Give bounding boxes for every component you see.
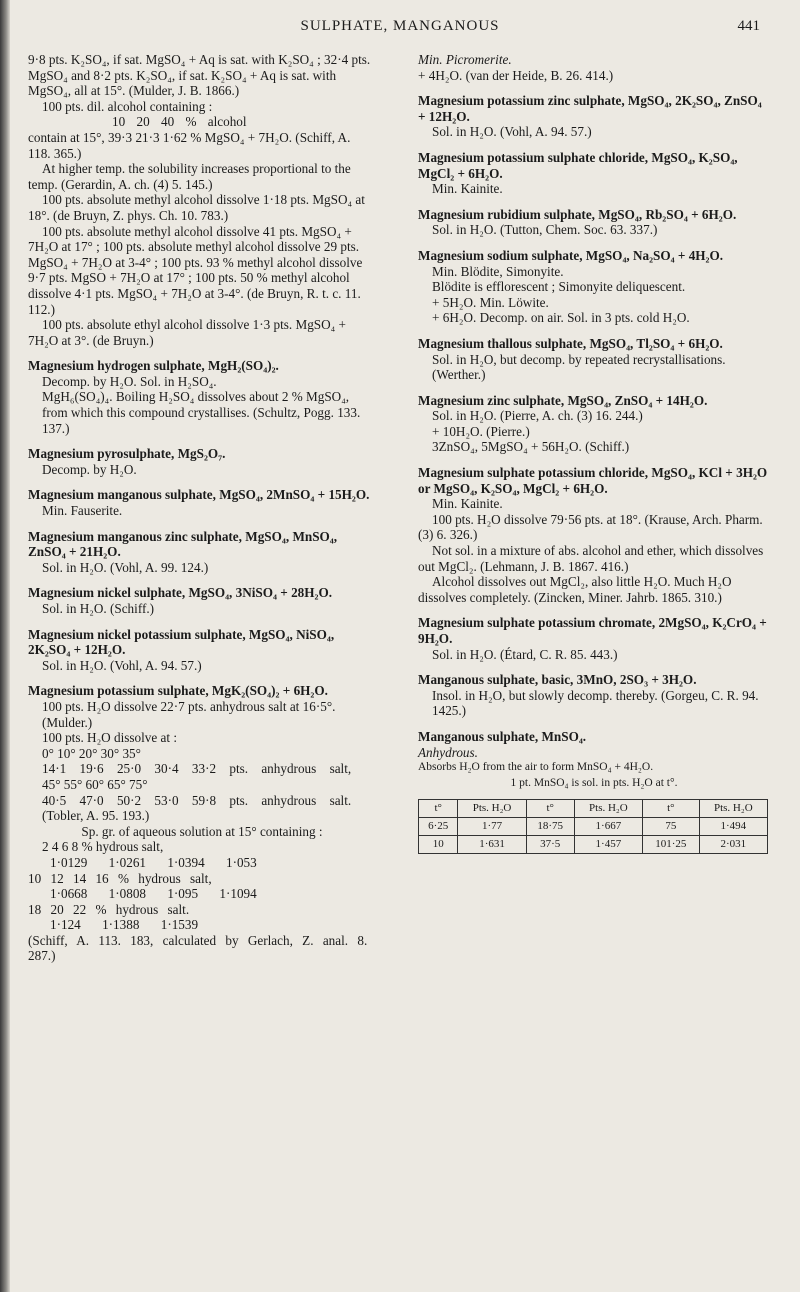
data-row: 14·1 19·6 25·0 30·4 33·2 pts. anhydrous salt,	[42, 761, 352, 777]
table-cell: 1·77	[458, 818, 526, 836]
right-column	[418, 52, 770, 854]
paragraph: Not sol. in a mixture of abs. alcohol and ether, which dissolves out MgCl₂. (Lehmann, J. B. 1867. 416.)	[418, 543, 764, 574]
paragraph: 9·8 pts. K₂SO₄, if sat. MgSO₄ + Aq is sat. with K₂SO₄ ; 32·4 pts. MgSO₄ and 8·2 pts. K₂SO₄, if sat. K₂SO₄ + Aq is sat. with MgSO₄, all at 15°. (Mulder, J. B. 1866.)	[28, 52, 371, 99]
entry-heading: Magnesium hydrogen sulphate, MgH₂(SO₄)₂.	[28, 358, 279, 374]
entry-heading: Manganous sulphate, MnSO₄.	[418, 728, 587, 744]
table-header: Pts. H₂O	[458, 800, 526, 818]
entry-heading: Magnesium potassium sulphate chloride, MgSO₄, K₂SO₄, MgCl₂ + 6H₂O.	[418, 149, 738, 181]
data-row: 1·124 1·1388 1·1539	[50, 917, 199, 933]
table-header: t°	[526, 800, 574, 818]
table-cell: 1·494	[699, 818, 767, 836]
entry-heading: Magnesium sodium sulphate, MgSO₄, Na₂SO₄ + 4H₂O.	[418, 247, 724, 263]
paragraph: Min. Picromerite.	[418, 52, 512, 67]
paragraph: Blödite is efflorescent ; Simonyite deliquescent.	[432, 279, 686, 295]
table-cell: 18·75	[526, 818, 574, 836]
paragraph: Sol. in H₂O. (Tutton, Chem. Soc. 63. 337.)	[432, 222, 658, 238]
table-cell: 2·031	[699, 836, 767, 854]
entry-heading: Manganous sulphate, basic, 3MnO, 2SO₃ + 3H₂O.	[418, 672, 697, 688]
paragraph: Min. Blödite, Simonyite.	[432, 263, 564, 279]
paragraph: 100 pts. absolute ethyl alcohol dissolve 1·3 pts. MgSO₄ + 7H₂O at 3°. (de Bruyn.)	[28, 317, 346, 348]
paragraph: 1 pt. MnSO₄ is sol. in pts. H₂O at t°.	[510, 776, 678, 789]
table-cell: 1·457	[574, 836, 642, 854]
left-column	[28, 52, 376, 964]
paragraph: Sol. in H₂O. (Schiff.)	[42, 601, 155, 616]
table-cell: 75	[643, 818, 700, 836]
paragraph: Sol. in H₂O. (Vohl, A. 99. 124.)	[42, 559, 209, 575]
data-row: 40·5 47·0 50·2 53·0 59·8 pts. anhydrous salt.	[42, 792, 352, 808]
paragraph: 100 pts. dil. alcohol containing :	[42, 98, 213, 114]
table-cell: 101·25	[643, 836, 700, 854]
table-cell: 1·631	[458, 836, 526, 854]
table-header: Pts. H₂O	[699, 800, 767, 818]
paragraph: Absorbs H₂O from the air to form MnSO₄ + 4H₂O.	[418, 761, 654, 774]
data-row: (Tobler, A. 95. 193.)	[42, 808, 150, 824]
paragraph: + 5H₂O. Min. Löwite.	[432, 294, 549, 310]
data-row: 1·0129 1·0261 1·0394 1·053	[50, 854, 257, 870]
paragraph: + 10H₂O. (Pierre.)	[432, 423, 530, 439]
paragraph: Min. Kainite.	[432, 496, 503, 512]
paragraph: Sol. in H₂O. (Pierre, A. ch. (3) 16. 244.)	[432, 408, 643, 424]
paragraph: Sol. in H₂O. (Vohl, A. 94. 57.)	[42, 657, 202, 673]
table-header: t°	[643, 800, 700, 818]
paragraph: 2 4 6 8 % hydrous salt,	[42, 839, 164, 855]
entry-heading: Magnesium nickel potassium sulphate, MgSO₄, NiSO₄, 2K₂SO₄ + 12H₂O.	[28, 626, 335, 658]
paragraph: 100 pts. H₂O dissolve 22·7 pts. anhydrous salt at 16·5°. (Mulder.)	[42, 698, 336, 730]
entry-heading: Magnesium zinc sulphate, MgSO₄, ZnSO₄ + 14H₂O.	[418, 392, 708, 408]
table-cell: 1·667	[574, 818, 642, 836]
paragraph: Sol. in H₂O. (Vohl, A. 94. 57.)	[432, 124, 592, 140]
entry-heading: Magnesium pyrosulphate, MgS₂O₇.	[28, 446, 226, 462]
citation: Sp. gr. of aqueous solution at 15° containing :	[81, 823, 323, 839]
paragraph: MgH₆(SO₄)₄. Boiling H₂SO₄ dissolves about 2 % MgSO₄, from which this compound crystallises. (Schultz, Pogg. 133. 137.)	[42, 389, 361, 436]
data-row: 45° 55° 60° 65° 75°	[42, 776, 148, 792]
subheading: Anhydrous.	[418, 744, 478, 760]
entry-heading: Magnesium potassium zinc sulphate, MgSO₄, 2K₂SO₄, ZnSO₄ + 12H₂O.	[418, 93, 762, 124]
paragraph: 0° 10° 20° 30° 35°	[42, 745, 141, 761]
table-cell: 6·25	[419, 818, 458, 836]
paragraph: + 4H₂O. (van der Heide, B. 26. 414.)	[418, 67, 614, 83]
book-binding-shadow	[0, 0, 10, 1292]
table-row	[419, 836, 768, 854]
entry-heading: Magnesium rubidium sulphate, MgSO₄, Rb₂SO₄ + 6H₂O.	[418, 206, 737, 222]
table-header-row	[419, 800, 768, 818]
paragraph: 3ZnSO₄, 5MgSO₄ + 56H₂O. (Schiff.)	[432, 439, 630, 455]
paragraph: Min. Fauserite.	[42, 503, 123, 519]
paragraph: 100 pts. absolute methyl alcohol dissolve 41 pts. MgSO₄ + 7H₂O at 17° ; 100 pts. absolute methyl alcohol dissolve 29 pts. MgSO₄ + 7H₂O at 3-4° ; 100 pts. 93 % methyl alcohol dissolve 9·7 pts. MgSO + 7H₂O at 17° ; 100 pts. 50 % methyl alcohol dissolve 4·1 pts. MgSO₄ + 7H₂O at 3-4°. (de Bruyn, R. t. c. 11. 112.)	[28, 223, 363, 317]
table-cell: 37·5	[526, 836, 574, 854]
table-row	[419, 818, 768, 836]
solubility-table	[418, 799, 768, 854]
table-header-line: 10 20 40 % alcohol	[112, 114, 247, 130]
entry-heading: Magnesium potassium sulphate, MgK₂(SO₄)₂ + 6H₂O.	[28, 683, 328, 699]
entry-heading: Magnesium manganous zinc sulphate, MgSO₄, MnSO₄, ZnSO₄ + 21H₂O.	[28, 528, 338, 560]
data-row: 18 20 22 % hydrous salt.	[28, 901, 190, 917]
paragraph: Sol. in H₂O, but decomp. by repeated recrystallisations. (Werther.)	[432, 351, 726, 383]
paragraph: At higher temp. the solubility increases proportional to the temp. (Gerardin, A. ch. (4) 5. 145.)	[28, 161, 351, 192]
paragraph: 100 pts. H₂O dissolve at :	[42, 730, 178, 746]
table-header: Pts. H₂O	[574, 800, 642, 818]
paragraph: Decomp. by H₂O.	[42, 461, 137, 477]
paragraph: contain at 15°, 39·3 21·3 1·62 % MgSO₄ + 7H₂O. (Schiff, A. 118. 365.)	[28, 129, 351, 161]
paragraph: Sol. in H₂O. (Étard, C. R. 85. 443.)	[432, 646, 618, 662]
paragraph: Insol. in H₂O, but slowly decomp. thereby. (Gorgeu, C. R. 94. 1425.)	[432, 687, 759, 719]
paragraph: 100 pts. H₂O dissolve 79·56 pts. at 18°. (Krause, Arch. Pharm. (3) 6. 326.)	[418, 511, 763, 543]
data-row: (Schiff, A. 113. 183, calculated by Gerlach, Z. anal. 8. 287.)	[28, 932, 368, 964]
entry-heading: Magnesium manganous sulphate, MgSO₄, 2MnSO₄ + 15H₂O.	[28, 487, 370, 503]
data-row: 10 12 14 16 % hydrous salt,	[28, 870, 212, 886]
table-cell: 10	[419, 836, 458, 854]
running-header: SULPHATE, MANGANOUS	[300, 18, 500, 34]
paragraph: Min. Kainite.	[432, 181, 503, 197]
paragraph: Decomp. by H₂O. Sol. in H₂SO₄.	[42, 373, 217, 389]
paragraph: + 6H₂O. Decomp. on air. Sol. in 3 pts. cold H₂O.	[432, 310, 690, 326]
paragraph: Alcohol dissolves out MgCl₂, also little H₂O. Much H₂O dissolves completely. (Zincken, Miner. Jahrb. 1865. 310.)	[418, 574, 732, 605]
entry-heading: Magnesium sulphate potassium chromate, 2MgSO₄, K₂CrO₄ + 9H₂O.	[418, 615, 767, 646]
entry-heading: Magnesium nickel sulphate, MgSO₄, 3NiSO₄ + 28H₂O.	[28, 585, 333, 601]
entry-heading: Magnesium thallous sulphate, MgSO₄, Tl₂SO₄ + 6H₂O.	[418, 335, 723, 351]
table-header: t°	[419, 800, 458, 818]
page-number: 441	[737, 18, 760, 34]
paragraph: 100 pts. absolute methyl alcohol dissolve 1·18 pts. MgSO₄ at 18°. (de Bruyn, Z. phys. Ch. 10. 783.)	[28, 192, 365, 223]
data-row: 1·0668 1·0808 1·095 1·1094	[50, 886, 257, 902]
entry-heading: Magnesium sulphate potassium chloride, MgSO₄, KCl + 3H₂O or MgSO₄, K₂SO₄, MgCl₂ + 6H₂O.	[418, 465, 768, 496]
